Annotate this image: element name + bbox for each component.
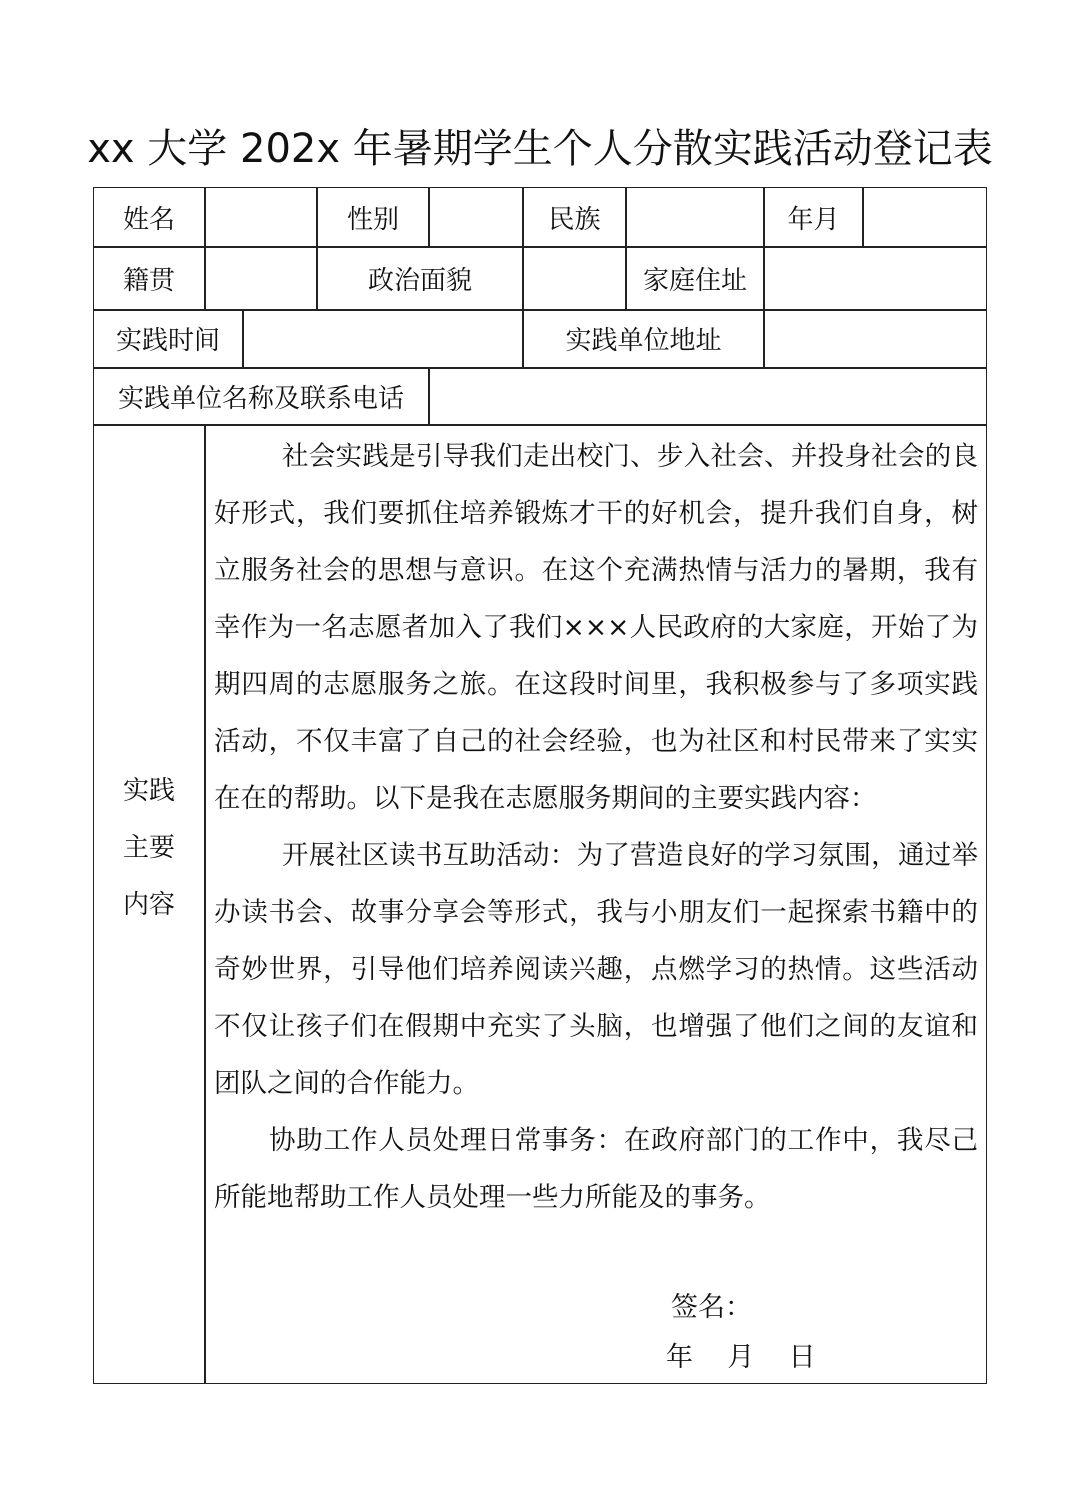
main-content-text[interactable] [214, 428, 978, 1226]
political-status-label: 政治面貌 [367, 265, 472, 296]
unit-name-phone-label: 实践单位名称及联系电话 [117, 383, 404, 414]
home-address-field[interactable] [765, 247, 986, 309]
native-place-field[interactable] [206, 247, 316, 309]
content-paragraph-2: 开展社区读书互助活动：为了营造良好的学习氛围，通过举办读书会、故事分享会等形式，我与小朋友们一起探索书籍中的奇妙世界，引导他们培养阅读兴趣，点燃学习的热情。这些活动不仅让孩子们在假期中充实了头脑，也增强了他们之间的友谊和团队之间的合作能力。 [214, 840, 978, 1099]
date-label: 年 月 日 [666, 1342, 816, 1373]
name-field[interactable] [206, 188, 316, 246]
native-place-label: 籍贯 [122, 265, 175, 296]
col-divider [204, 424, 206, 1383]
practice-time-label: 实践时间 [115, 326, 220, 356]
form-title: xx 大学 202x 年暑期学生个人分散实践活动登记表 [87, 126, 993, 172]
ethnicity-field[interactable] [627, 188, 763, 246]
unit-name-phone-field[interactable] [430, 368, 986, 424]
signature-label: 签名： [671, 1292, 752, 1323]
unit-address-label: 实践单位地址 [565, 326, 722, 356]
main-content-label-line-1: 实践 [122, 776, 175, 806]
content-paragraph-3: 协助工作人员处理日常事务：在政府部门的工作中，我尽己所能地帮助工作人员处理一些力所能及的事务。 [214, 1125, 978, 1213]
home-address-label: 家庭住址 [642, 265, 747, 296]
gender-label: 性别 [346, 204, 399, 235]
content-paragraph-1: 社会实践是引导我们走出校门、步入社会、并投身社会的良好形式，我们要抓住培养锻炼才干的好机会，提升我们自身，树立服务社会的思想与意识。在这个充满热情与活力的暑期，我有幸作为一名志愿者加入了我们×××人民政府的大家庭，开始了为期四周的志愿服务之旅。在这段时间里，我积极参与了多项实践活动，不仅丰富了自己的社会经验，也为社区和村民带来了实实在在的帮助。以下是我在志愿服务期间的主要实践内容： [214, 441, 978, 814]
birth-field[interactable] [864, 188, 986, 246]
practice-time-field[interactable] [244, 310, 522, 367]
main-content-label-line-3: 内容 [122, 890, 175, 920]
name-label: 姓名 [122, 204, 175, 235]
registration-form [93, 187, 987, 1384]
gender-field[interactable] [430, 188, 522, 246]
main-content-label [94, 425, 204, 1384]
birth-label: 年月 [787, 204, 840, 235]
main-content-label-line-2: 主要 [122, 833, 175, 863]
unit-address-field[interactable] [765, 310, 986, 367]
political-status-field[interactable] [524, 247, 625, 309]
ethnicity-label: 民族 [548, 204, 601, 235]
row-divider-4 [94, 424, 986, 426]
